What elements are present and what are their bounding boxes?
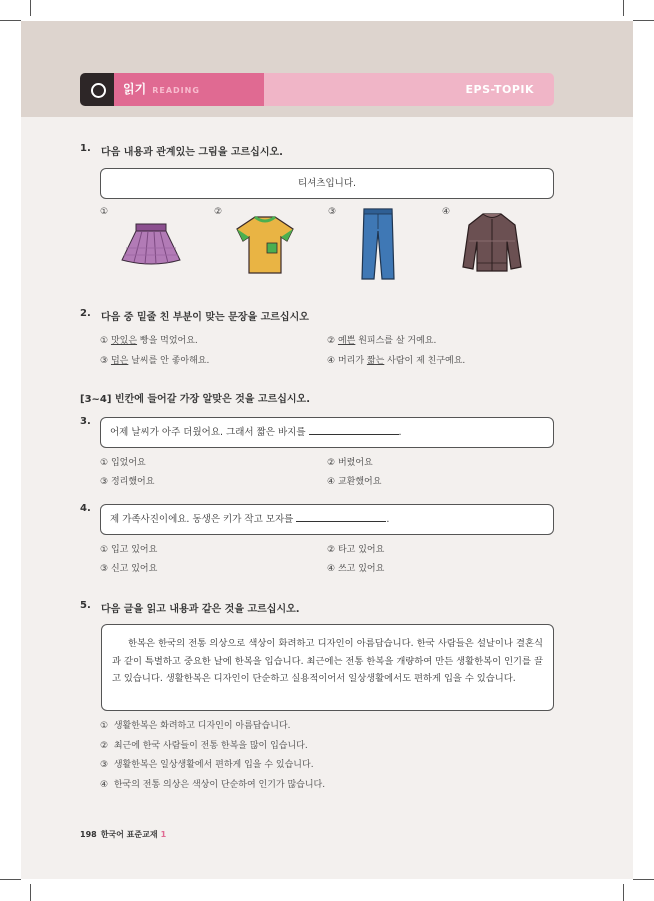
jeans-icon[interactable] (358, 207, 398, 282)
q3-option-4[interactable] (327, 474, 381, 487)
underlined-word: 예쁜 (337, 336, 356, 346)
book-title: 한국어 표준교재 (100, 830, 158, 839)
option-mark: ① (100, 458, 109, 468)
option-text: 버렸어요 (337, 458, 373, 468)
underlined-word: 맛있은 (110, 336, 138, 346)
crop-mark (30, 0, 31, 16)
page-number: 198 (80, 830, 97, 839)
q2-option-2[interactable] (327, 333, 436, 346)
q3-prompt-text: 어제 날씨가 아주 더웠어요. 그래서 짧은 바지를 (110, 427, 306, 438)
q4-option-4[interactable] (327, 561, 384, 574)
question-number: 5. (80, 600, 91, 611)
q4-prompt-text: 제 가족사진이에요. 동생은 키가 작고 모자를 (110, 514, 294, 525)
option-text: 생활한복은 화려하고 디자인이 아름답습니다. (113, 721, 291, 731)
option-text: 한국의 전통 의상은 색상이 단순하여 인기가 많습니다. (113, 780, 326, 790)
option-text: 정리했어요 (110, 477, 155, 487)
option-mark: ③ (100, 356, 109, 366)
option-text: 사람이 제 친구예요. (384, 356, 466, 366)
section-title-en: READING (152, 86, 200, 95)
option-mark: ① (100, 721, 109, 731)
q5-passage-box (101, 624, 554, 711)
option-mark: ① (100, 336, 109, 346)
option-mark: ③ (100, 760, 109, 770)
option-text: 생활한복은 일상생활에서 편하게 입을 수 있습니다. (113, 760, 314, 770)
q3-option-3[interactable] (100, 474, 154, 487)
question-instruction: 다음 내용과 관계있는 그림을 고르십시오. (101, 147, 283, 158)
q4-option-1[interactable] (100, 542, 157, 555)
q2-option-1[interactable] (100, 333, 198, 346)
q1-prompt-box (100, 168, 554, 199)
option-mark: ④ (327, 356, 336, 366)
q3-option-2[interactable] (327, 455, 373, 468)
answer-blank (309, 425, 399, 435)
question-instruction: 다음 중 밑줄 친 부분이 맞는 문장을 고르십시오 (101, 312, 309, 323)
crop-mark (623, 0, 624, 16)
option-mark: ③ (100, 477, 109, 487)
choice-mark[interactable]: ③ (328, 207, 337, 217)
q4-option-3[interactable] (100, 561, 157, 574)
q5-option-1[interactable] (100, 718, 290, 731)
question-number: 4. (80, 503, 91, 514)
crop-mark (633, 879, 654, 880)
option-mark: ④ (327, 564, 336, 574)
q2-option-3[interactable] (100, 353, 209, 366)
group-instruction (80, 390, 310, 405)
option-mark: ② (327, 336, 336, 346)
crop-mark (0, 20, 21, 21)
choice-mark[interactable]: ④ (442, 207, 451, 217)
q5-option-4[interactable] (100, 777, 325, 790)
option-text: 신고 있어요 (110, 564, 158, 574)
crop-mark (633, 20, 654, 21)
section-title-ko: 읽기 (123, 82, 147, 96)
option-text: 머리가 (337, 356, 367, 366)
option-text: 교환했어요 (337, 477, 382, 487)
question-number: 2. (80, 308, 91, 319)
prompt-end: . (386, 514, 390, 525)
question-number: 1. (80, 143, 91, 154)
option-text: 타고 있어요 (337, 545, 385, 555)
q4-option-2[interactable] (327, 542, 384, 555)
option-mark: ② (100, 741, 109, 751)
tshirt-icon[interactable] (233, 213, 297, 277)
brand-bar (264, 73, 554, 106)
q1-prompt-text: 티셔츠입니다. (297, 178, 357, 189)
q3-prompt-box (100, 417, 554, 448)
option-text: 원피스를 살 거예요. (355, 336, 437, 346)
option-mark: ③ (100, 564, 109, 574)
option-text: 최근에 한국 사람들이 전통 한복을 많이 입습니다. (113, 741, 308, 751)
option-text: 날씨를 안 좋아해요. (128, 356, 210, 366)
answer-blank (296, 512, 386, 522)
q5-passage: 한복은 한국의 전통 의상으로 색상이 화려하고 디자인이 아름답습니다. 한국 사람들은 설날이나 결혼식과 같이 특별하고 중요한 날에 한복을 입습니다. 최근에는 전통 한복을 개량하여 만든 생활한복이 인기를 끌고 있습니다. 생활한복은 디자인이 단순하고 실용적이어서 일상생활에서도 편하게 입을 수 있습니다. (112, 638, 543, 685)
underlined-word: 짧는 (366, 356, 385, 366)
book-volume: 1 (160, 830, 167, 839)
underlined-word: 덥은 (110, 356, 129, 366)
q5-option-2[interactable] (100, 738, 308, 751)
crop-mark (30, 884, 31, 901)
option-mark: ① (100, 545, 109, 555)
question-number: 3. (80, 416, 91, 427)
question-instruction: 다음 글을 읽고 내용과 같은 것을 고르십시오. (101, 604, 300, 615)
crop-mark (0, 879, 21, 880)
section-title (114, 73, 264, 106)
option-mark: ④ (100, 780, 109, 790)
option-text: 쓰고 있어요 (337, 564, 385, 574)
brand-label: EPS-TOPIK (465, 83, 534, 96)
choice-mark[interactable]: ② (214, 207, 223, 217)
option-text: 입었어요 (110, 458, 146, 468)
option-text: 입고 있어요 (110, 545, 158, 555)
prompt-end: . (398, 427, 402, 438)
group-instruction-text: [3~4] 빈칸에 들어갈 가장 알맞은 것을 고르십시오. (80, 394, 311, 405)
speech-bubble-icon (80, 73, 114, 106)
option-mark: ② (327, 458, 336, 468)
q3-option-1[interactable] (100, 455, 146, 468)
q5-option-3[interactable] (100, 757, 314, 770)
page-footer (80, 829, 166, 840)
q4-prompt-box (100, 504, 554, 535)
choice-mark[interactable]: ① (100, 207, 109, 217)
option-mark: ④ (327, 477, 336, 487)
jacket-icon[interactable] (461, 211, 523, 275)
option-text: 빵을 먹었어요. (137, 336, 198, 346)
option-mark: ② (327, 545, 336, 555)
crop-mark (623, 884, 624, 901)
skirt-icon[interactable] (118, 222, 186, 266)
q2-option-4[interactable] (327, 353, 465, 366)
